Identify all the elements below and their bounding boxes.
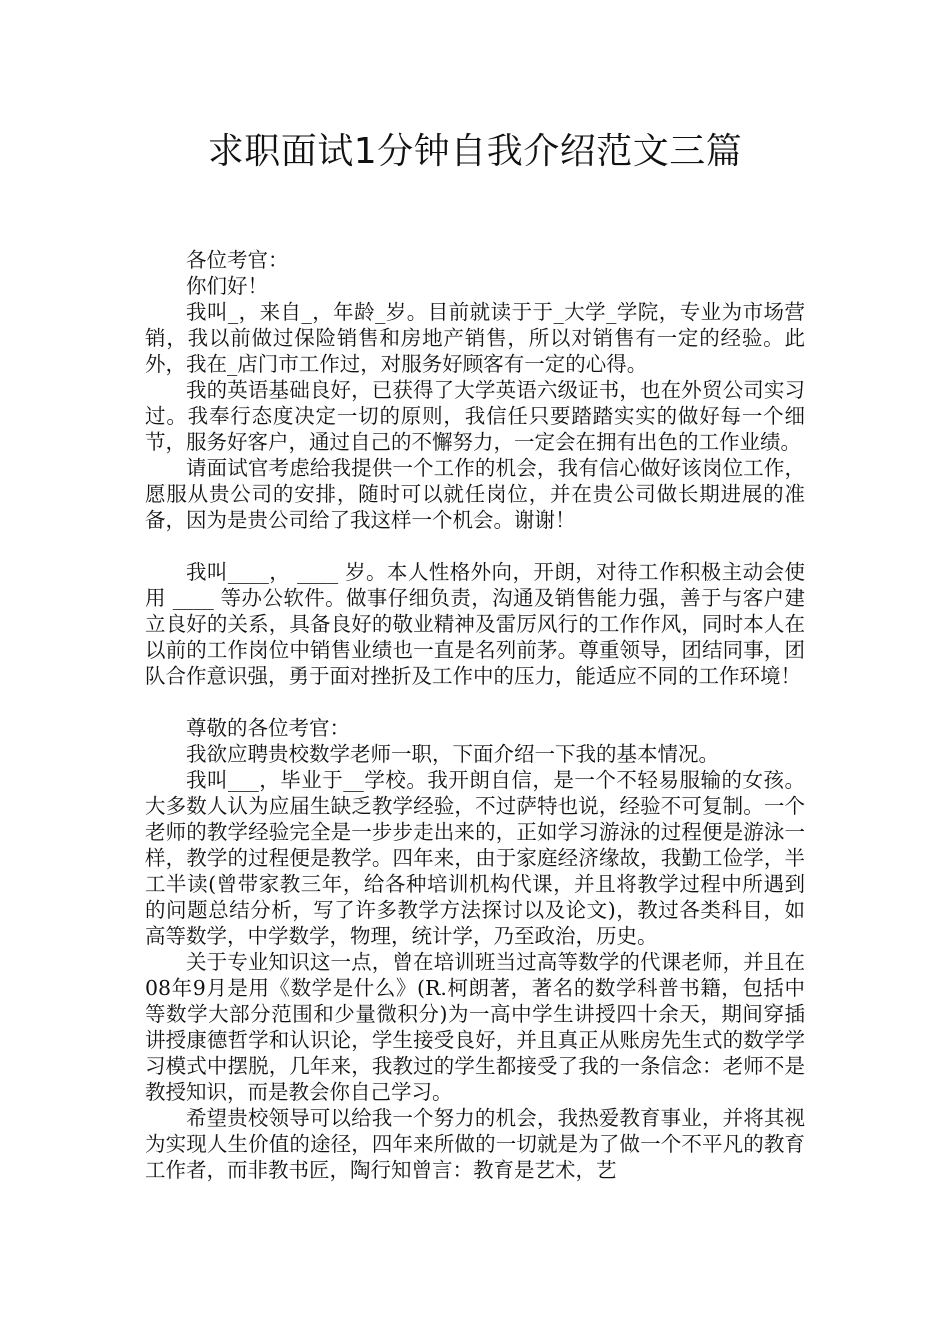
paragraph: 我叫_，来自_，年龄_岁。目前就读于于_大学_学院，专业为市场营销，我以前做过保险销售和房地产销售，所以对销售有一定的经验。此外，我在_店门市工作过，对服务好顾客有一定的心得。 xyxy=(145,300,805,376)
paragraph: 我欲应聘贵校数学老师一职，下面介绍一下我的基本情况。 xyxy=(186,742,719,766)
document-body xyxy=(145,247,805,1183)
paragraph: 各位考官： xyxy=(186,248,289,272)
paragraph: 关于专业知识这一点，曾在培训班当过高等数学的代课老师，并且在08年9月是用《数学是什么》(R.柯朗著，著名的数学科普书籍，包括中等数学大部分范围和少量微积分)为一高中学生讲授四十余天，期间穿插讲授康德哲学和认识论，学生接受良好，并且真正从账房先生式的数学学习模式中摆脱，几年来，我教过的学生都接受了我的一条信念：老师不是教授知识，而是教会你自己学习。 xyxy=(145,950,805,1104)
paragraph: 请面试官考虑给我提供一个工作的机会，我有信心做好该岗位工作，愿服从贵公司的安排，随时可以就任岗位，并在贵公司做长期进展的准备，因为是贵公司给了我这样一个机会。谢谢！ xyxy=(145,456,805,532)
paragraph: 我的英语基础良好，已获得了大学英语六级证书，也在外贸公司实习过。我奉行态度决定一切的原则，我信任只要踏踏实实的做好每一个细节，服务好客户，通过自己的不懈努力，一定会在拥有出色的工作业绩。 xyxy=(145,378,805,454)
section-gap xyxy=(145,689,805,715)
paragraph: 我叫___，毕业于__学校。我开朗自信，是一个不轻易服输的女孩。大多数人认为应届生缺乏教学经验，不过萨特也说，经验不可复制。一个老师的教学经验完全是一步步走出来的，正如学习游泳的过程便是游泳一样，教学的过程便是教学。四年来，由于家庭经济缘故，我勤工俭学，半工半读(曾带家教三年，给各种培训机构代课，并且将教学过程中所遇到的问题总结分析，写了许多教学方法探讨以及论文)，教过各类科目，如高等数学，中学数学，物理，统计学，乃至政治，历史。 xyxy=(145,768,805,948)
paragraph: 我叫____， ____ 岁。本人性格外向，开朗，对待工作积极主动会使用 ____ 等办公软件。做事仔细负责，沟通及销售能力强，善于与客户建立良好的关系，具备良好的敬业精神及雷厉风行的工作作风，同时本人在以前的工作岗位中销售业绩也一直是名列前茅。尊重领导，团结同事，团队合作意识强，勇于面对挫折及工作中的压力，能适应不同的工作环境！ xyxy=(145,560,805,688)
paragraph: 希望贵校领导可以给我一个努力的机会，我热爱教育事业，并将其视为实现人生价值的途径，四年来所做的一切就是为了做一个不平凡的教育工作者，而非教书匠，陶行知曾言：教育是艺术，艺 xyxy=(145,1106,805,1182)
page-title: 求职面试1分钟自我介绍范文三篇 xyxy=(207,131,743,172)
section-gap xyxy=(145,533,805,559)
paragraph: 尊敬的各位考官： xyxy=(186,716,350,740)
paragraph: 你们好！ xyxy=(186,274,268,298)
